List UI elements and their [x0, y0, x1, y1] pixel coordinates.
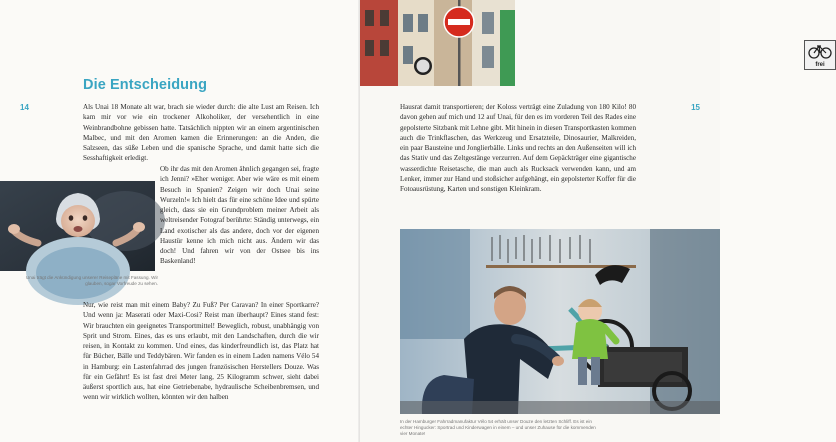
page-number-left: 14: [20, 103, 29, 112]
workshop-photo: [400, 229, 720, 414]
paragraph-dialogue: Ob ihr das mit den Aromen ähnlich gegangen sei, fragte ich Jenni? »Eher weniger. Aber wie wäre es mit einem Besuch in Spanien? Zeigen wir doch Unai seine Wurzeln!« Ich hielt das für eine schöne Idee und spürte gleich, dass sie ein Grundproblem meiner Arbeit als weltreisender Fotograf berührte: Ständig unterwegs, ein Land exotischer als das andere, doch vor der eigenen Haustür kenne ich mich nicht aus. Ändern wir das doch! Und fahren wir von der Ostsee bis ins Baskenland!: [160, 165, 319, 266]
left-page: [0, 0, 360, 442]
street-sign-photo: [360, 0, 515, 86]
sign-label: frei: [815, 62, 825, 68]
chapter-heading: Die Entscheidung: [83, 77, 208, 93]
paragraph-transport: Nur, wie reist man mit einem Baby? Zu Fuß? Per Caravan? In einer Sportkarre? Und wenn ja: Maserati oder Maxi-Cosi? Reist man überhaupt? Eines stand fest: Wir brauchten ein geeignetes Transportmittel! Beweglich, robust, unabhängig von Sprit und Strom. Eines, das es uns erlaubt, mit den Landschaften, durch die wir reisen, in Kontakt zu kommen. Und eines, das kinderfreundlich ist, das Platz hat für Bücher, Bälle und Teddybären. Wir fanden es in einem Laden namens Vélo 54 in Hamburg: ein Lastenfahrrad des jungen französischen Herstellers Douze. Was für ein Gefährt! Es ist fast drei Meter lang, 25 Kilogramm schwer, sieht dabei äußerst sportlich aus, hat eine Getriebenabe, hydraulische Scheibenbremsen, und wenn wir wirklich wollten, könnten wir den halben: [83, 301, 319, 402]
bicycle-icon: [805, 42, 835, 60]
paragraph-cargo: Hausrat damit transportieren; der Koloss verträgt eine Zuladung von 180 Kilo! 80 davon gehen auf mich und 12 auf Unai, für den es im vorderen Teil des Rades eine gepolsterte Sitzbank mit Lehne gibt. Mit hinein in diesen Transportkasten kommen auch die Trinkflaschen, das Werkzeug und Ersatzteile, Dinosaurier, Malkreiden, ein paar Bausteine und Jonglierbälle. Links und rechts an den Außenseiten will ich das Stativ und das Zeltgestänge verzurren. Auf dem Gepäckträger eine gigantische wasserdichte Reisetasche, die man auch als Rucksack verwenden kann, und am Lenker, immer zur Hand und stoßsicher aufgehängt, ein gepolsterter Koffer für die Fotoausrüstung, Karten und sonstigen Kleinkram.: [400, 103, 636, 193]
baby-photo: [0, 181, 155, 271]
baby-photo-caption: Unai trägt die Ankündigung unserer Reisepläne mit Fassung. Wir glauben, sogar Vorfreude zu sehen.: [25, 275, 158, 286]
page-number-right: 15: [691, 103, 700, 112]
paragraph-intro: Als Unai 18 Monate alt war, brach sie wieder durch: die alte Lust am Reisen. Ich kam mir vor wie ein trockener Alkoholiker, der versehentlich in eine Weinbrandbohne gebissen hatte. Tatsächlich nippten wir an einem argentinischen Malbec, und mit den Aromen kamen die Erinnerungen: an die Anden, die Salzseen, das süße Leben und die spanische Sprache, und damit hatte sich die Sesshaftigkeit erledigt.: [83, 103, 319, 163]
workshop-photo-caption: In der Hamburger Fahrradmanufaktur Vélo 54 erhält unser Douze den letzten Schliff. Es ist ein echter Hingucker: Sportrad und Kinderwagen in einem – und unser Zuhause für die kommenden vier Monate!: [400, 419, 596, 436]
right-page: [360, 0, 825, 442]
bicycle-sign: [804, 40, 836, 70]
